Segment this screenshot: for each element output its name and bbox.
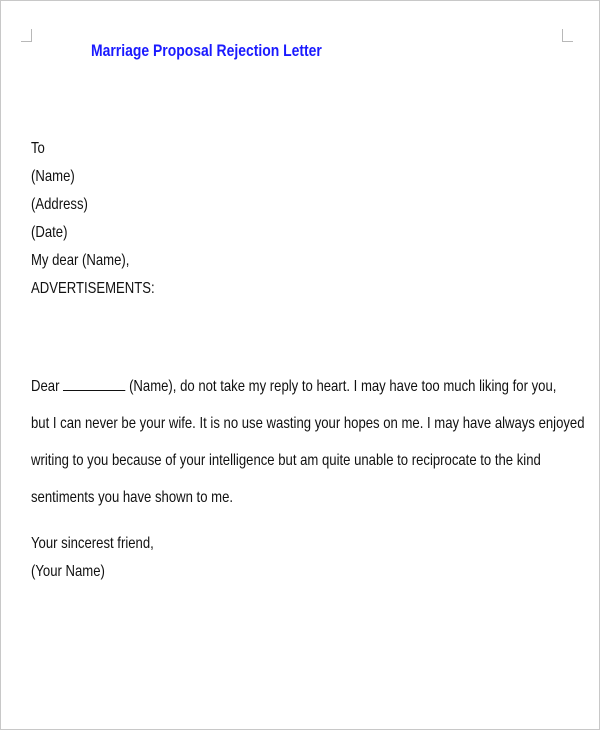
body-line-1-text: (Name), do not take my reply to heart. I may have too much liking for you, [129, 378, 557, 395]
greeting-line: My dear (Name), [31, 252, 130, 269]
body-line-1 [31, 368, 585, 405]
letter-body [31, 368, 585, 516]
closing-block [31, 530, 154, 586]
body-line-2: but I can never be your wife. It is no use wasting your hopes on me. I may have always enjoyed [31, 415, 585, 432]
to-line: To [31, 140, 45, 157]
body-line-3: writing to you because of your intelligence but am quite unable to reciprocate to the kind [31, 452, 541, 469]
margin-corner-top-left [21, 29, 32, 42]
margin-corner-top-right [562, 29, 573, 42]
signature-line: (Your Name) [31, 563, 105, 580]
letter-date: (Date) [31, 224, 68, 241]
recipient-name: (Name) [31, 168, 75, 185]
advertisements-label: ADVERTISEMENTS: [31, 280, 155, 297]
letter-title: Marriage Proposal Rejection Letter [91, 41, 322, 60]
body-line-4: sentiments you have shown to me. [31, 489, 234, 506]
recipient-address: (Address) [31, 196, 88, 213]
signoff-line: Your sincerest friend, [31, 535, 154, 552]
dear-word: Dear [31, 378, 60, 395]
name-blank [63, 376, 125, 391]
recipient-block [31, 135, 155, 303]
